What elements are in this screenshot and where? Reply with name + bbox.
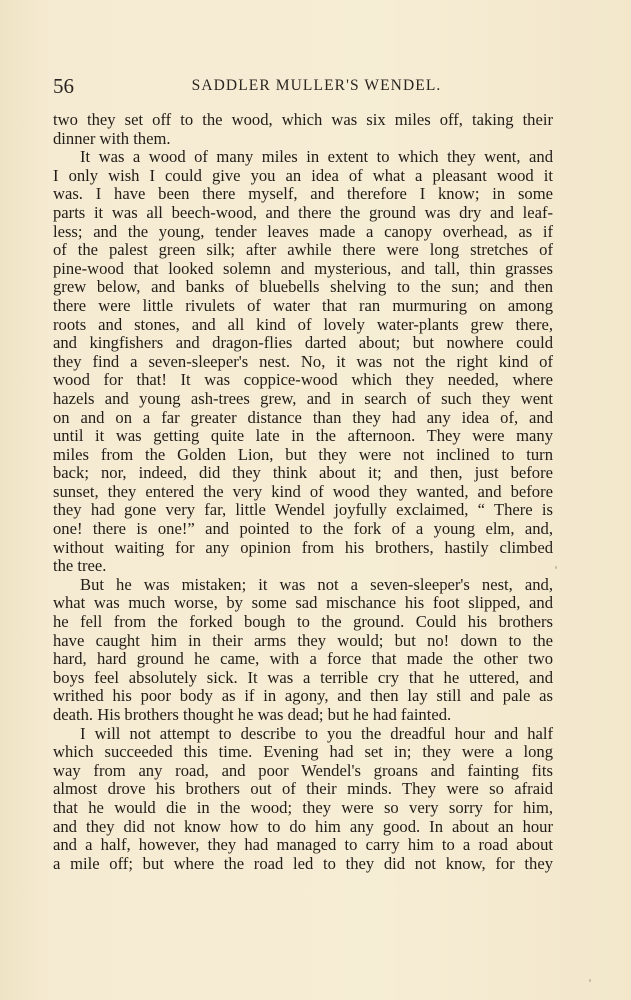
text-line: have caught him in their arms they would; but no! down to the <box>53 630 553 650</box>
text-line: there were little rivulets of water that ran murmuring on among <box>53 295 553 315</box>
running-title: SADDLER MULLER'S WENDEL. <box>191 77 442 94</box>
running-head <box>53 74 580 98</box>
text-line: miles from the Golden Lion, but they were not inclined to turn <box>53 444 553 464</box>
text-line: and a half, however, they had managed to carry him to a road about <box>53 835 553 855</box>
text-line: almost drove his brothers out of their minds. They were so afraid <box>53 779 553 799</box>
text-line: death. His brothers thought he was dead; but he had fainted. <box>53 705 452 724</box>
text-line: without waiting for any opinion from his brothers, hastily climbed <box>53 537 553 557</box>
text-line: boys feel absolutely sick. It was a terrible cry that he uttered, and <box>53 667 553 687</box>
text-line: less; and the young, tender leaves made a canopy overhead, as if <box>53 221 553 241</box>
text-line: on and on a far greater distance than they had any idea of, and <box>53 407 553 427</box>
text-line: wood for that! It was coppice-wood which they needed, where <box>53 370 553 390</box>
text-line: dinner with them. <box>53 128 171 148</box>
text-line: he fell from the forked bough to the ground. Could his brothers <box>53 612 553 632</box>
text-line: roots and stones, and all kind of lovely water-plants grew there, <box>53 314 553 334</box>
text-line: writhed his poor body as if in agony, and then lay still and pale as <box>53 686 553 706</box>
text-line: which succeeded this time. Evening had set in; they were a long <box>53 742 553 762</box>
text-line: they find a seven-sleeper's nest. No, it was not the right kind of <box>53 351 553 371</box>
text-line: until it was getting quite late in the afternoon. They were many <box>53 426 553 446</box>
text-line: I will not attempt to describe to you the dreadful hour and half <box>80 723 553 743</box>
text-line: a mile off; but where the road led to they did not know, for they <box>53 853 553 873</box>
text-line: parts it was all beech-wood, and there the ground was dry and leaf- <box>53 202 553 222</box>
page-number: 56 <box>53 74 74 98</box>
paper-speck <box>555 566 557 569</box>
text-line: But he was mistaken; it was not a seven-sleeper's nest, and, <box>80 574 553 594</box>
text-line: back; nor, indeed, did they think about it; and then, just before <box>53 463 553 483</box>
text-line: way from any road, and poor Wendel's groans and fainting fits <box>53 760 553 780</box>
text-line: grew below, and banks of bluebells shelving to the sun; and then <box>53 277 553 297</box>
text-line: was. I have been there myself, and therefore I know; in some <box>53 184 553 204</box>
text-line: two they set off to the wood, which was six miles off, taking their <box>53 110 553 129</box>
text-line: of the palest green silk; after awhile there were long stretches of <box>53 240 553 260</box>
paper-speck <box>589 979 591 982</box>
text-line: the tree. <box>53 556 107 576</box>
text-line: It was a wood of many miles in extent to which they went, and <box>80 147 553 167</box>
text-line: and they did not know how to do him any good. In about an hour <box>53 816 553 836</box>
text-line: hazels and young ash-trees grew, and in search of such they went <box>53 388 553 408</box>
text-line: hard, hard ground he came, with a force that made the other two <box>53 649 553 669</box>
body-text <box>53 111 553 873</box>
text-line: and kingfishers and dragon-flies darted about; but nowhere could <box>53 333 553 353</box>
text-line: that he would die in the wood; they were so very sorry for him, <box>53 797 553 817</box>
text-line: they had gone very far, little Wendel joyfully exclaimed, “ There is <box>53 500 553 520</box>
text-line: I only wish I could give you an idea of what a pleasant wood it <box>53 165 553 185</box>
text-line: what was much worse, by some sad mischance his foot slipped, and <box>53 593 553 613</box>
text-line: one! there is one!” and pointed to the fork of a young elm, and, <box>53 519 553 539</box>
text-line: sunset, they entered the very kind of wood they wanted, and before <box>53 481 553 501</box>
text-line: pine-wood that looked solemn and mysterious, and tall, thin grasses <box>53 258 553 278</box>
